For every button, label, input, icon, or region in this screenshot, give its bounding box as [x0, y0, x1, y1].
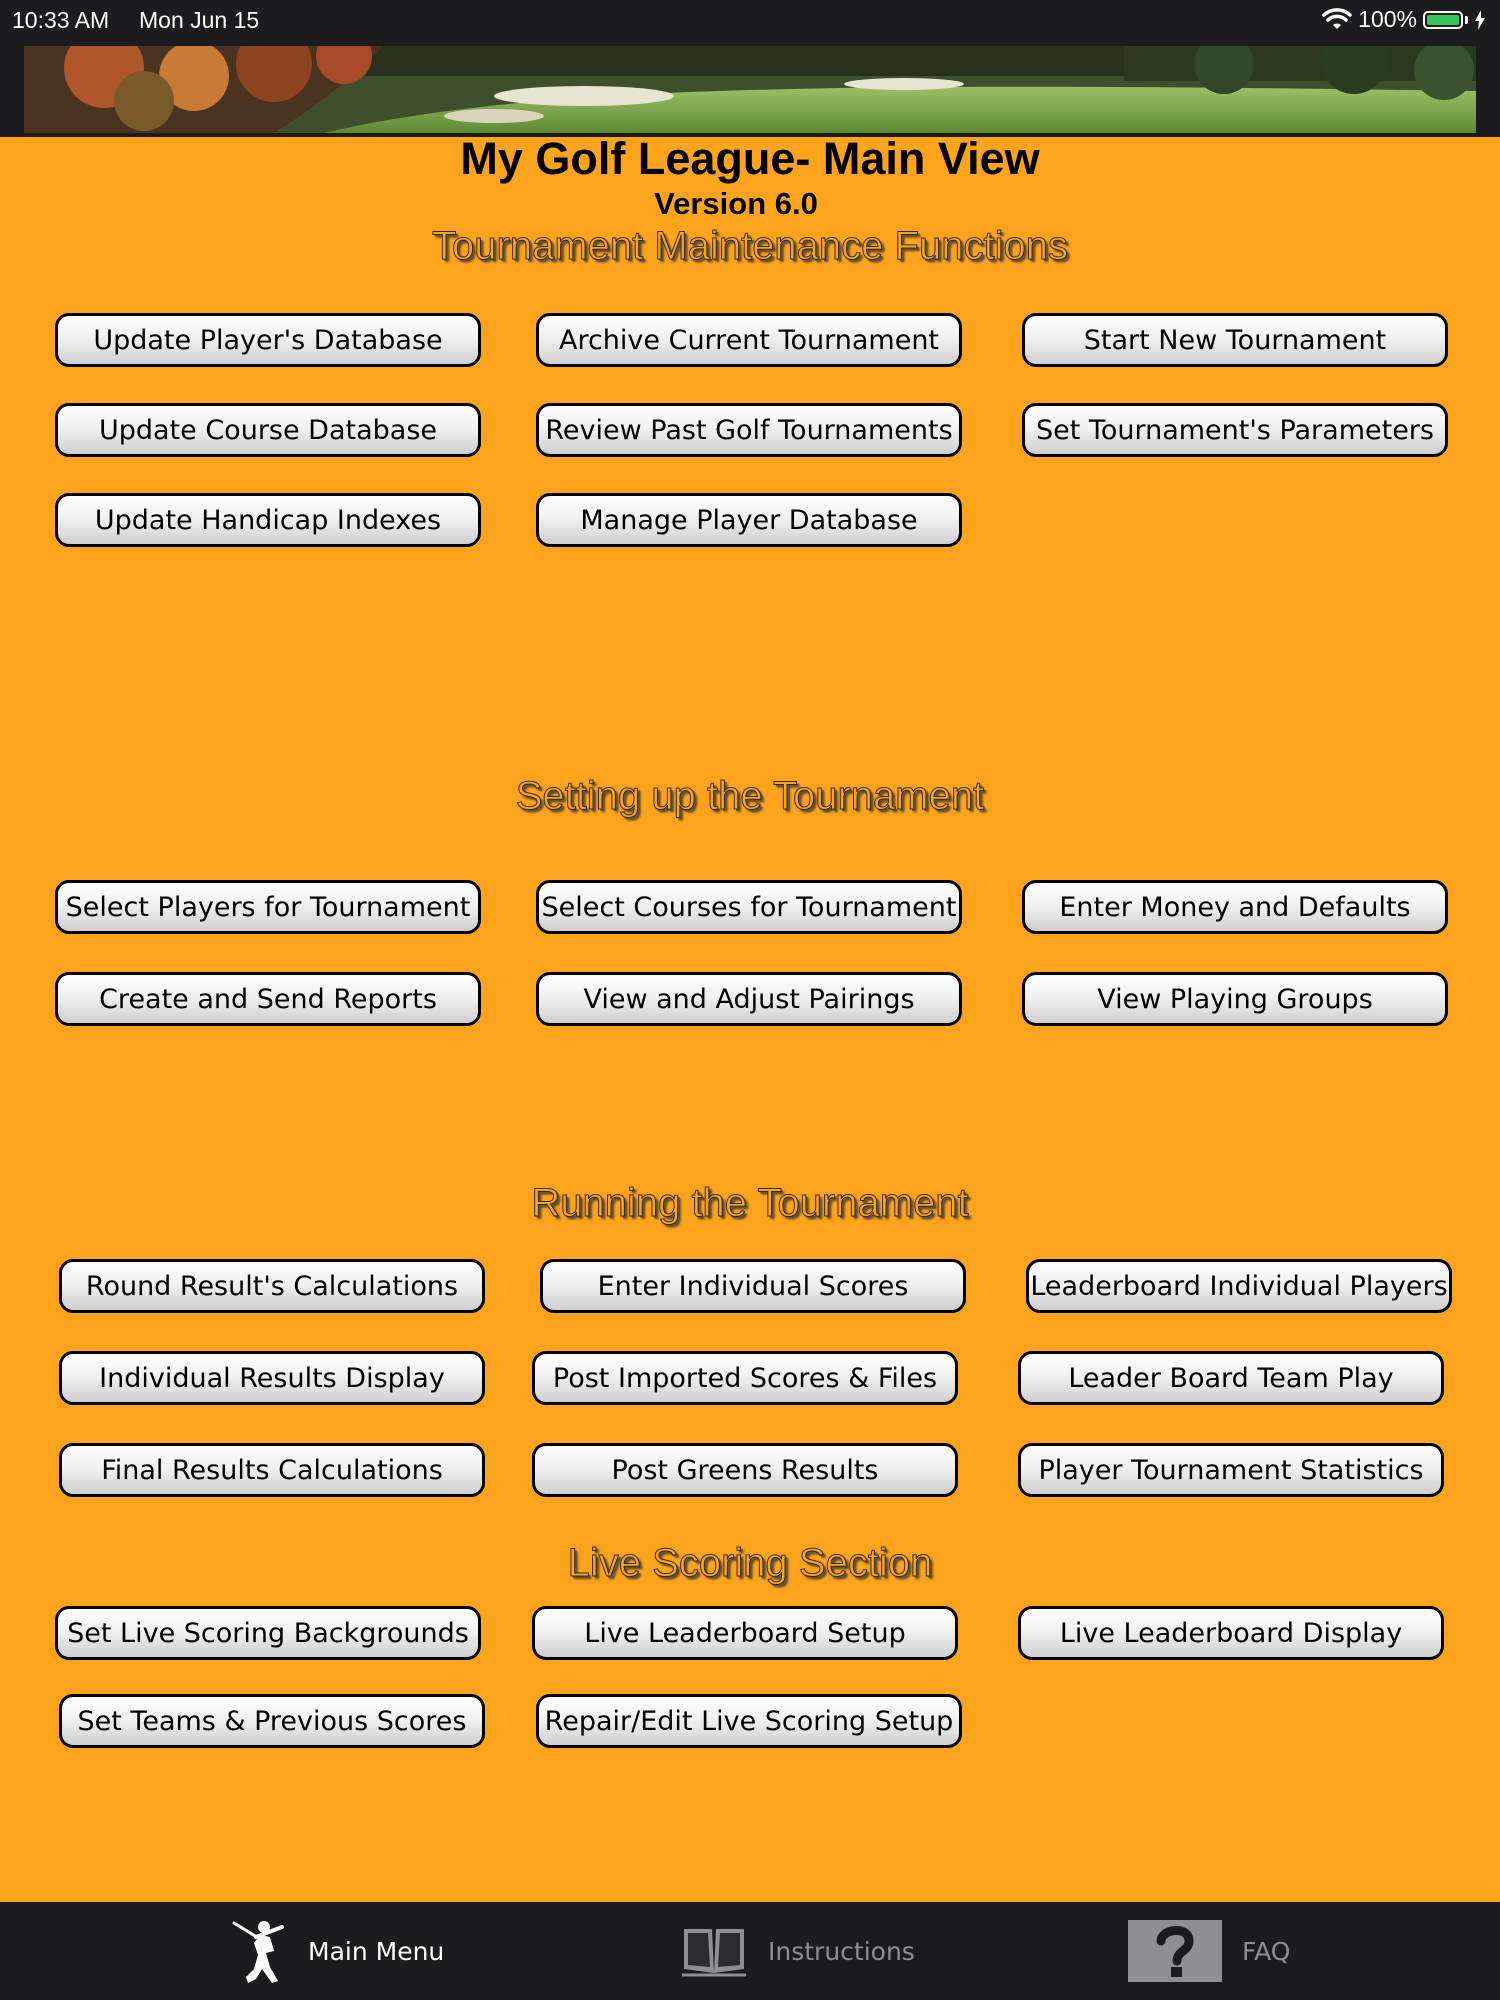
- golfer-icon: [230, 1917, 288, 1985]
- select-players-button[interactable]: Select Players for Tournament: [55, 880, 481, 934]
- section-heading-maintenance: Tournament Maintenance Functions: [432, 224, 1068, 268]
- golf-course-banner-image: [24, 46, 1476, 133]
- review-past-tournaments-button[interactable]: Review Past Golf Tournaments: [536, 403, 962, 457]
- tab-faq[interactable]: [1128, 1902, 1290, 2000]
- set-live-scoring-backgrounds-button[interactable]: Set Live Scoring Backgrounds: [55, 1606, 481, 1660]
- individual-results-display-button[interactable]: Individual Results Display: [59, 1351, 485, 1405]
- view-playing-groups-button[interactable]: View Playing Groups: [1022, 972, 1448, 1026]
- start-new-tournament-button[interactable]: Start New Tournament: [1022, 313, 1448, 367]
- set-tournament-parameters-button[interactable]: Set Tournament's Parameters: [1022, 403, 1448, 457]
- wifi-icon: [1322, 8, 1352, 32]
- live-leaderboard-display-button[interactable]: Live Leaderboard Display: [1018, 1606, 1444, 1660]
- create-send-reports-button[interactable]: Create and Send Reports: [55, 972, 481, 1026]
- tab-label-faq: FAQ: [1242, 1936, 1291, 1966]
- header-banner: [0, 42, 1500, 137]
- battery-level: [1427, 15, 1459, 25]
- status-indicators: [1322, 6, 1486, 33]
- update-players-database-button[interactable]: Update Player's Database: [55, 313, 481, 367]
- tab-label-main-menu: Main Menu: [308, 1936, 445, 1966]
- tab-main-menu[interactable]: [230, 1902, 444, 2000]
- question-mark-icon: [1128, 1920, 1222, 1982]
- view-adjust-pairings-button[interactable]: View and Adjust Pairings: [536, 972, 962, 1026]
- tab-bar: [0, 1902, 1500, 2000]
- leaderboard-individual-players-button[interactable]: Leaderboard Individual Players: [1026, 1259, 1452, 1313]
- post-greens-results-button[interactable]: Post Greens Results: [532, 1443, 958, 1497]
- status-time: 10:33 AM: [12, 7, 110, 33]
- set-teams-previous-scores-button[interactable]: Set Teams & Previous Scores: [59, 1694, 485, 1748]
- section-heading-setup: Setting up the Tournament: [515, 774, 985, 818]
- version-label: Version 6.0: [654, 186, 818, 221]
- manage-player-database-button[interactable]: Manage Player Database: [536, 493, 962, 547]
- charging-bolt-icon: [1474, 10, 1486, 30]
- tab-instructions[interactable]: [680, 1902, 915, 2000]
- enter-money-defaults-button[interactable]: Enter Money and Defaults: [1022, 880, 1448, 934]
- main-content: [0, 133, 1500, 1902]
- battery-tip: [1465, 16, 1468, 24]
- post-imported-scores-button[interactable]: Post Imported Scores & Files: [532, 1351, 958, 1405]
- live-leaderboard-setup-button[interactable]: Live Leaderboard Setup: [532, 1606, 958, 1660]
- battery-icon: [1423, 11, 1463, 29]
- player-tournament-statistics-button[interactable]: Player Tournament Statistics: [1018, 1443, 1444, 1497]
- page-title: My Golf League- Main View: [460, 133, 1040, 184]
- archive-current-tournament-button[interactable]: Archive Current Tournament: [536, 313, 962, 367]
- battery-percentage: 100%: [1358, 6, 1417, 32]
- section-heading-running: Running the Tournament: [531, 1181, 969, 1225]
- tab-label-instructions: Instructions: [768, 1936, 915, 1966]
- update-course-database-button[interactable]: Update Course Database: [55, 403, 481, 457]
- select-courses-button[interactable]: Select Courses for Tournament: [536, 880, 962, 934]
- repair-edit-live-scoring-button[interactable]: Repair/Edit Live Scoring Setup: [536, 1694, 962, 1748]
- leader-board-team-play-button[interactable]: Leader Board Team Play: [1018, 1351, 1444, 1405]
- book-icon: [680, 1921, 748, 1981]
- final-results-calculations-button[interactable]: Final Results Calculations: [59, 1443, 485, 1497]
- status-bar: [0, 0, 1500, 42]
- round-results-calculations-button[interactable]: Round Result's Calculations: [59, 1259, 485, 1313]
- enter-individual-scores-button[interactable]: Enter Individual Scores: [540, 1259, 966, 1313]
- status-date: Mon Jun 15: [139, 7, 260, 33]
- section-heading-live: Live Scoring Section: [567, 1541, 933, 1585]
- update-handicap-indexes-button[interactable]: Update Handicap Indexes: [55, 493, 481, 547]
